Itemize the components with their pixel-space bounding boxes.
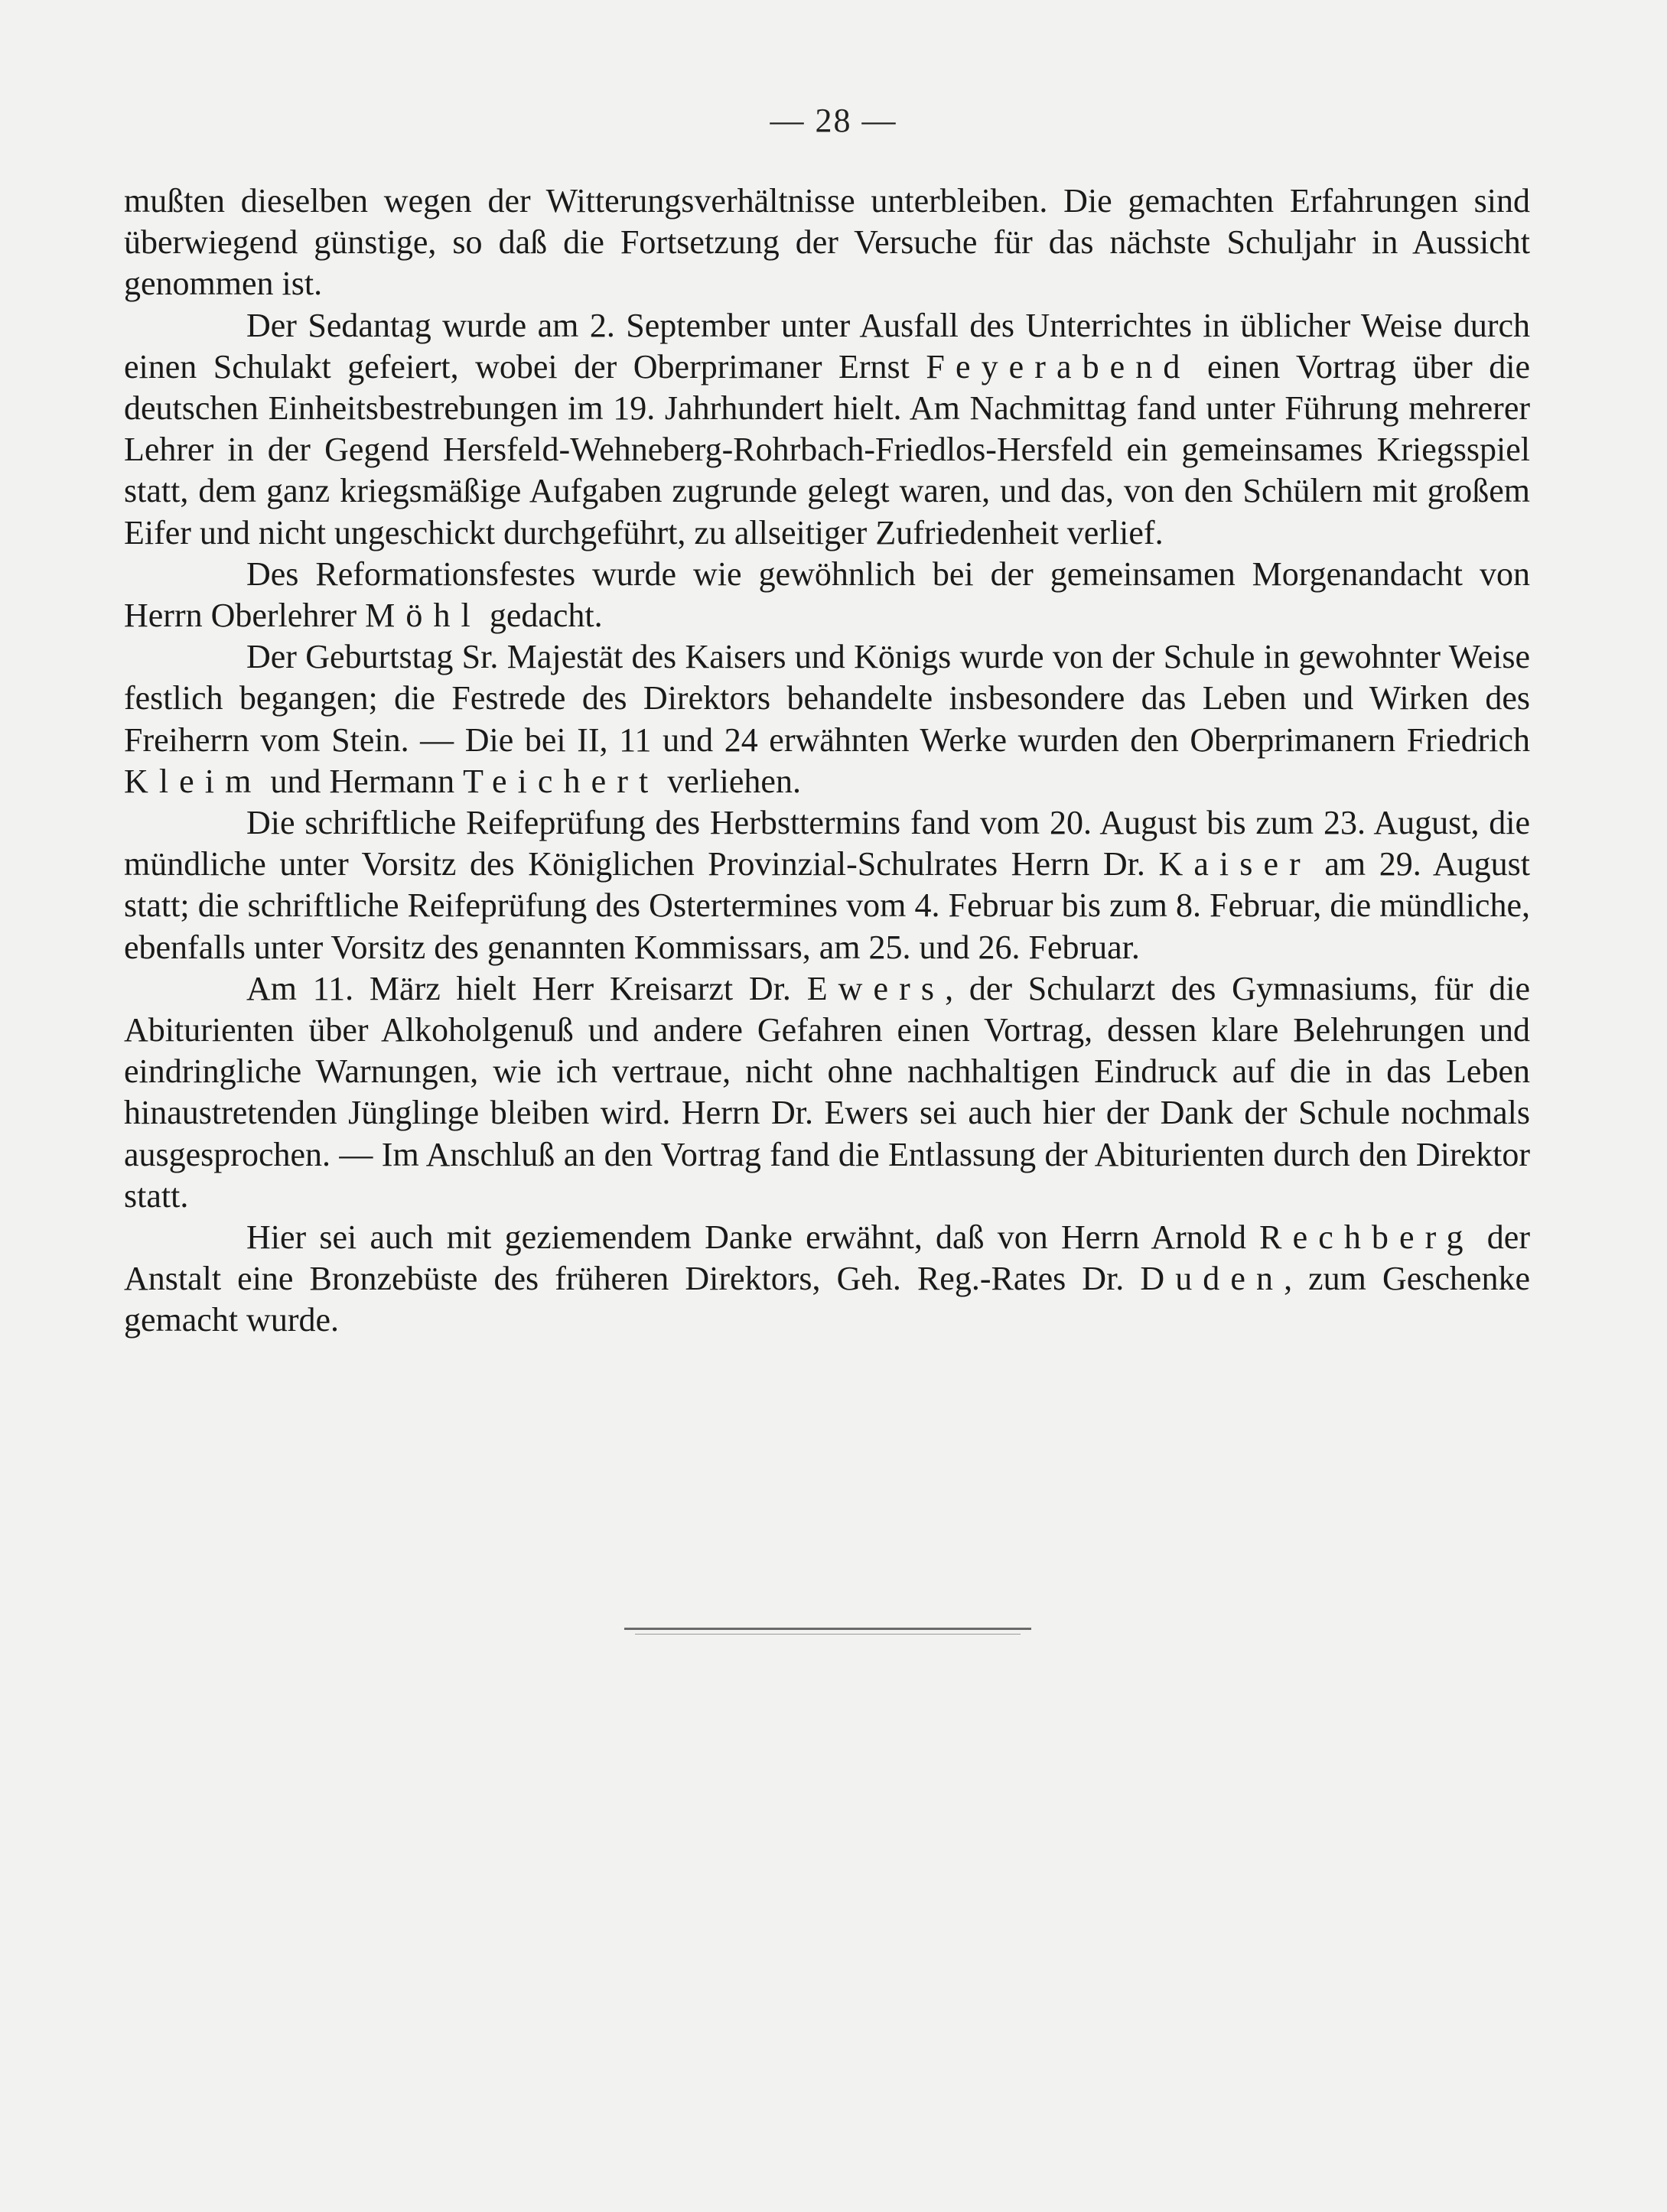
paragraph-weather [124,181,1530,305]
text-span: , der Schularzt des Gymnasiums, für die Abiturienten über Alkoholgenuß und andere Gefahren einen Vortrag, dessen klare Belehrungen und eindringliche Warnungen, wie ich vertraue, nicht ohne nachhaltigen Eindruck auf die in das Leben hinaustretenden Jünglinge bleiben wird. Herrn Dr. Ewers sei auch hier der Dank der Schule nochmals ausgesprochen. — Im Anschluß an den Vortrag fand die Entlassung der Abiturienten durch den Direktor statt. [124,969,1530,1215]
name-duden: Duden [1140,1260,1284,1298]
paragraph-sedantag [124,305,1530,554]
text-span: mußten dieselben wegen der Witterungsverhältnisse unterbleiben. Die gemachten Erfahrungen sind überwiegend günstige, so daß die Fortsetzung der Versuche für das nächste Schuljahr in Aussicht genommen ist. [124,182,1530,303]
text-span: der Anstalt eine Bronzebüste des früheren Direktors, Geh. Reg.-Rates Dr. [124,1218,1530,1298]
text-span: Am 11. März hielt Herr Kreisarzt Dr. [246,969,807,1007]
text-span: Des Reformationsfestes wurde wie gewöhnlich bei der gemeinsamen Morgenandacht von Herrn Oberlehrer [124,555,1530,635]
name-moehl: Möhl [365,597,481,635]
text-span: gedacht. [480,597,603,635]
text-span: Hier sei auch mit geziemendem Danke erwähnt, daß von Herrn Arnold [246,1218,1260,1257]
name-teichert: Teichert [463,762,659,800]
name-ewers: Ewers [806,969,946,1007]
body-text [124,181,1530,1342]
name-rechberg: Rechberg [1259,1218,1474,1257]
section-divider [624,1628,1031,1630]
text-span: Die schriftliche Reifeprüfung des Herbsttermins fand vom 20. August bis zum 23. August, die mündliche unter Vorsitz des Königlichen Provinzial-Schulrates Herrn Dr. [124,804,1530,883]
text-span: verliehen. [659,762,801,800]
paragraph-birthday [124,636,1530,802]
text-span: am 29. August statt; die schriftliche Reifeprüfung des Ostertermines vom 4. Februar bis zum 8. Februar, die mündliche, ebenfalls unter Vorsitz des genannten Kommissars, am 25. und 26. Februar. [124,845,1531,966]
text-span: und Hermann [262,762,464,800]
text-span: Der Sedantag wurde am 2. September unter Ausfall des Unterrichtes in üblicher Weise durch einen Schulakt gefeiert, wobei der Oberprimaner Ernst [124,306,1530,385]
text-span: , zum Geschenke gemacht wurde. [124,1260,1530,1339]
paragraph-lecture [124,968,1530,1217]
paragraph-exams [124,802,1530,968]
paragraph-reformation [124,554,1530,636]
text-span: einen Vortrag über die deutschen Einheitsbestrebungen im 19. Jahrhundert hielt. Am Nachmittag fand unter Führung mehrerer Lehrer in der Gegend Hersfeld-Wehneberg-Rohrbach-Friedlos-Hersfeld ein gemeinsames Kriegsspiel statt, dem ganz kriegsmäßige Aufgaben zugrunde gelegt waren, und das, von den Schülern mit großem Eifer und nicht ungeschickt durchgeführt, zu allseitiger Zufriedenheit verlief. [124,347,1530,551]
name-kaiser: Kaiser [1158,845,1311,883]
text-span: Der Geburtstag Sr. Majestät des Kaisers und Königs wurde von der Schule in gewohnter Weise festlich begangen; die Festrede des Direktors behandelte insbesondere das Leben und Wirken des Freiherrn vom Stein. — Die bei II, 11 und 24 erwähnten Werke wurden den Oberprimanern Friedrich [124,638,1530,759]
name-kleim: Kleim [124,762,262,800]
page-number: — 28 — [770,102,897,139]
section-divider-thin [635,1634,1021,1635]
name-feyerabend: Feyerabend [926,347,1191,385]
paragraph-bust [124,1217,1530,1342]
